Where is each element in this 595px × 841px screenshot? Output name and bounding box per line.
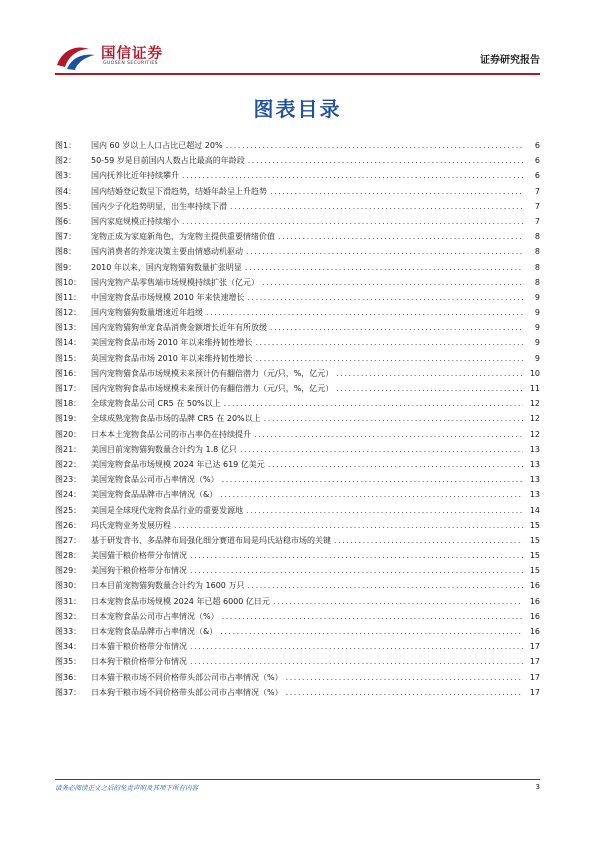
toc-entry-title: 日本宠物食品公司市占率情况（%）: [91, 611, 219, 621]
toc-leader-dots: [268, 457, 523, 472]
toc-entry-page: 6: [534, 171, 540, 181]
toc-entry-page: 10: [529, 368, 540, 378]
toc-entry-title: 50-59 岁是目前国内人数占比最高的年龄段: [91, 156, 245, 166]
toc-entry[interactable]: [55, 457, 540, 472]
report-type-label: 证券研究报告: [480, 55, 540, 66]
toc-leader-dots: [222, 609, 523, 624]
toc-entry[interactable]: [55, 563, 540, 578]
toc-entry-title: 美国宠物食品市场规模 2024 年已达 619 亿美元: [91, 459, 265, 469]
toc-entry[interactable]: [55, 229, 540, 244]
toc-entry-page: 9: [534, 323, 540, 333]
toc-entry-title: 美国宠物食品品牌市占率情况（&）: [91, 490, 218, 500]
toc-entry-title: 国内宠物猫食品市场规模未来预计仍有翻倍潜力（元/只，%，亿元）: [91, 368, 334, 378]
toc-entry-page: 11: [529, 384, 540, 393]
toc-entry-page: 16: [529, 596, 540, 606]
toc-entry-label: 图6：: [55, 216, 77, 226]
toc-entry-label: 图29：: [55, 566, 82, 576]
toc-entry-title: 全球成熟宠物食品市场的品牌 CR5 在 20%以上: [91, 414, 261, 424]
toc-entry-label: 图37：: [55, 687, 82, 697]
toc-entry-title: 日本目前宠物猫狗数量合计约为 1600 万只: [91, 581, 245, 591]
toc-entry-title: 国内抚养比近年持续攀升: [91, 171, 179, 181]
toc-entry-title: 国内宠物狗食品市场规模未来预计仍有翻倍潜力（元/只，%，亿元）: [91, 384, 334, 393]
toc-entry[interactable]: [55, 548, 540, 563]
toc-entry-page: 9: [534, 308, 540, 318]
toc-leader-dots: [247, 290, 523, 305]
toc-entry-page: 13: [529, 490, 540, 500]
toc-entry-page: 9: [534, 292, 540, 302]
toc-entry[interactable]: [55, 639, 540, 654]
toc-entry-title: 美国是全球现代宠物食品行业的重要发源地: [91, 505, 243, 515]
toc-entry[interactable]: [55, 609, 540, 624]
toc-entry-page: 8: [534, 247, 540, 257]
toc-entry[interactable]: [55, 487, 540, 502]
toc-entry[interactable]: [55, 138, 540, 153]
toc-entry-label: 图14：: [55, 338, 82, 348]
toc-entry-page: 8: [534, 277, 540, 287]
toc-leader-dots: [246, 244, 523, 259]
toc-entry[interactable]: [55, 199, 540, 214]
toc-entry-page: 12: [529, 399, 540, 409]
toc-entry-title: 国内消费者的养宠决策主要由情感动机驱动: [91, 247, 243, 257]
toc-entry[interactable]: [55, 533, 540, 548]
toc-entry-page: 15: [529, 535, 540, 545]
toc-entry[interactable]: [55, 503, 540, 518]
toc-entry-label: 图4：: [55, 186, 77, 196]
toc-leader-dots: [270, 184, 523, 199]
toc-entry-page: 6: [534, 141, 540, 150]
toc-entry-title: 美国目前宠物猫狗数量合计约为 1.8 亿只: [91, 444, 237, 454]
toc-entry-title: 日本猫干粮市场不同价格带头部公司市占率情况（%）: [91, 672, 283, 682]
toc-entry[interactable]: [55, 351, 540, 366]
toc-leader-dots: [255, 351, 523, 366]
toc-leader-dots: [248, 153, 523, 168]
toc-entry-label: 图12：: [55, 308, 82, 318]
toc-entry-page: 7: [534, 216, 540, 226]
toc-entry-page: 14: [529, 505, 540, 515]
toc-entry[interactable]: [55, 184, 540, 199]
toc-entry-label: 图30：: [55, 581, 82, 591]
toc-leader-dots: [226, 138, 523, 153]
toc-entry-title: 中国宠物食品市场规模 2010 年来快速增长: [91, 292, 245, 302]
toc-entry-page: 16: [529, 581, 540, 591]
toc-entry-title: 全球宠物食品公司 CR5 在 50%以上: [91, 399, 221, 409]
toc-entry-title: 国内宠物产品零售端市场规模持续扩张（亿元）: [91, 277, 259, 287]
toc-entry-label: 图22：: [55, 459, 82, 469]
toc-entry-title: 2010 年以来，国内宠物猫狗数量扩张明显: [91, 262, 242, 272]
toc-entry-page: 8: [534, 232, 540, 242]
toc-leader-dots: [336, 381, 523, 396]
toc-leader-dots: [190, 639, 523, 654]
toc-leader-dots: [262, 275, 523, 290]
toc-entry-page: 16: [529, 611, 540, 621]
toc-entry-title: 国内结婚登记数呈下滑趋势，结婚年龄呈上升趋势: [91, 186, 267, 196]
toc-leader-dots: [230, 199, 523, 214]
toc-leader-dots: [190, 654, 523, 669]
toc-entry-page: 17: [529, 687, 540, 697]
toc-entry-title: 日本狗干粮市场不同价格带头部公司市占率情况（%）: [91, 687, 283, 697]
toc-entry[interactable]: [55, 396, 540, 411]
toc-entry-title: 日本狗干粮价格带分布情况: [91, 657, 187, 667]
toc-entry[interactable]: [55, 594, 540, 609]
toc-entry-label: 图11：: [55, 292, 82, 302]
toc-entry-label: 图17：: [55, 384, 82, 393]
toc-leader-dots: [182, 214, 523, 229]
toc-entry-title: 美国狗干粮价格带分布情况: [91, 566, 187, 576]
footer-disclaimer: 请务必阅读正文之后的免责声明及其项下所有内容: [55, 784, 198, 792]
toc-entry-page: 6: [534, 156, 540, 166]
toc-entry-label: 图8：: [55, 247, 77, 257]
toc-entry-page: 15: [529, 520, 540, 530]
guosen-logo-icon: [55, 43, 97, 71]
toc-leader-dots: [206, 305, 523, 320]
toc-entry-title: 日本宠物食品市场规模 2024 年已超 6000 亿日元: [91, 596, 270, 606]
toc-entry-title: 美国猫干粮价格带分布情况: [91, 551, 187, 561]
toc-entry[interactable]: [55, 578, 540, 593]
toc-entry-label: 图16：: [55, 368, 82, 378]
toc-entry-title: 玛氏宠物业务发展历程: [91, 520, 171, 530]
toc-leader-dots: [255, 335, 523, 350]
toc-entry-label: 图1：: [55, 141, 77, 150]
toc-entry[interactable]: [55, 214, 540, 229]
toc-entry-page: 17: [529, 672, 540, 682]
toc-entry-title: 美国宠物食品市场 2010 年以来维持韧性增长: [91, 338, 253, 348]
toc-entry[interactable]: [55, 305, 540, 320]
toc-entry-label: 图27：: [55, 535, 82, 545]
toc-leader-dots: [278, 229, 523, 244]
logo-text-en: GUOSEN SECURITIES: [103, 61, 158, 66]
toc-entry[interactable]: [55, 624, 540, 639]
toc-entry-title: 日本宠物食品品牌市占率情况（&）: [91, 627, 218, 636]
toc-leader-dots: [240, 442, 523, 457]
toc-entry-label: 图15：: [55, 353, 82, 363]
toc-entry-label: 图26：: [55, 520, 82, 530]
toc-entry[interactable]: [55, 685, 540, 700]
toc-entry-label: 图10：: [55, 277, 82, 287]
toc-entry-page: 13: [529, 475, 540, 485]
toc-entry[interactable]: [55, 442, 540, 457]
toc-entry-label: 图25：: [55, 505, 82, 515]
toc-entry-page: 15: [529, 566, 540, 576]
toc-leader-dots: [190, 563, 523, 578]
toc-entry-title: 宠物正成为家庭新角色，为宠物主提供重要情绪价值: [91, 232, 275, 242]
toc-list: [55, 138, 540, 700]
toc-entry[interactable]: [55, 275, 540, 290]
toc-leader-dots: [220, 624, 523, 639]
toc-entry-page: 8: [534, 262, 540, 272]
toc-leader-dots: [273, 594, 523, 609]
logo-text-cn: 国信证券: [101, 46, 163, 62]
toc-leader-dots: [247, 578, 523, 593]
toc-entry[interactable]: [55, 320, 540, 335]
toc-entry-label: 图20：: [55, 429, 82, 439]
toc-entry[interactable]: [55, 411, 540, 426]
toc-leader-dots: [264, 411, 523, 426]
toc-entry-label: 图28：: [55, 551, 82, 561]
toc-leader-dots: [286, 685, 523, 700]
toc-entry-label: 图31：: [55, 596, 82, 606]
toc-entry[interactable]: [55, 244, 540, 259]
toc-entry-title: 基于研发背书、多品牌布局强化细分赛道布局是玛氏站稳市场的关键: [91, 535, 331, 545]
toc-leader-dots: [270, 320, 523, 335]
toc-entry[interactable]: [55, 654, 540, 669]
toc-leader-dots: [246, 503, 523, 518]
toc-entry-page: 17: [529, 642, 540, 652]
toc-entry-title: 国内宠物猫狗单宠食品消费金额增长近年有所放缓: [91, 323, 267, 333]
toc-entry-title: 国内 60 岁以上人口占比已超过 20%: [91, 141, 223, 150]
toc-entry-label: 图24：: [55, 490, 82, 500]
toc-entry-page: 7: [534, 201, 540, 211]
toc-entry-page: 9: [534, 338, 540, 348]
toc-entry[interactable]: [55, 153, 540, 168]
toc-entry-page: 12: [529, 414, 540, 424]
toc-leader-dots: [224, 396, 523, 411]
toc-entry-label: 图23：: [55, 475, 82, 485]
toc-entry-page: 12: [529, 429, 540, 439]
page-title: 图表目录: [253, 97, 342, 121]
toc-leader-dots: [222, 472, 523, 487]
toc-entry-page: 15: [529, 551, 540, 561]
toc-entry[interactable]: [55, 168, 540, 183]
toc-entry-label: 图33：: [55, 627, 82, 636]
toc-entry-page: 13: [529, 459, 540, 469]
toc-leader-dots: [182, 168, 523, 183]
toc-entry-label: 图5：: [55, 201, 77, 211]
toc-entry-label: 图21：: [55, 444, 82, 454]
toc-leader-dots: [254, 427, 523, 442]
toc-leader-dots: [334, 533, 523, 548]
toc-entry-page: 16: [529, 627, 540, 636]
toc-entry-label: 图19：: [55, 414, 82, 424]
toc-entry[interactable]: [55, 472, 540, 487]
toc-leader-dots: [174, 518, 523, 533]
toc-entry-page: 17: [529, 657, 540, 667]
toc-entry[interactable]: [55, 260, 540, 275]
toc-leader-dots: [336, 366, 523, 381]
toc-entry-label: 图18：: [55, 399, 82, 409]
toc-entry-label: 图9：: [55, 262, 77, 272]
toc-entry[interactable]: [55, 335, 540, 350]
toc-entry[interactable]: [55, 518, 540, 533]
toc-entry-title: 英国宠物食品市场 2010 年以来维持韧性增长: [91, 353, 253, 363]
toc-entry-title: 美国宠物食品公司市占率情况（%）: [91, 475, 219, 485]
toc-entry-label: 图35：: [55, 657, 82, 667]
toc-entry[interactable]: [55, 366, 540, 381]
header-divider: [55, 73, 540, 75]
toc-entry-page: 9: [534, 353, 540, 363]
page-number: 3: [535, 783, 540, 791]
toc-entry[interactable]: [55, 290, 540, 305]
page-header: [55, 40, 540, 76]
toc-entry-page: 7: [534, 186, 540, 196]
toc-entry-label: 图34：: [55, 642, 82, 652]
toc-entry[interactable]: [55, 427, 540, 442]
toc-entry-title: 国内少子化趋势明显，出生率持续下滑: [91, 201, 227, 211]
toc-entry-title: 国内宠物猫狗数量增速近年趋缓: [91, 308, 203, 318]
toc-entry-title: 日本猫干粮价格带分布情况: [91, 642, 187, 652]
toc-leader-dots: [245, 260, 523, 275]
toc-entry[interactable]: [55, 670, 540, 685]
toc-entry[interactable]: [55, 381, 540, 396]
footer-divider: [55, 779, 540, 780]
toc-entry-label: 图7：: [55, 232, 77, 242]
toc-leader-dots: [190, 548, 523, 563]
toc-leader-dots: [286, 670, 523, 685]
toc-entry-label: 图32：: [55, 611, 82, 621]
toc-entry-title: 国内家庭规模正持续缩小: [91, 216, 179, 226]
toc-entry-page: 13: [529, 444, 540, 454]
toc-entry-label: 图13：: [55, 323, 82, 333]
toc-entry-label: 图3：: [55, 171, 77, 181]
toc-entry-label: 图2：: [55, 156, 77, 166]
toc-leader-dots: [220, 487, 523, 502]
toc-entry-title: 日本本土宠物食品公司的市占率仍在持续提升: [91, 429, 251, 439]
toc-entry-label: 图36：: [55, 672, 82, 682]
